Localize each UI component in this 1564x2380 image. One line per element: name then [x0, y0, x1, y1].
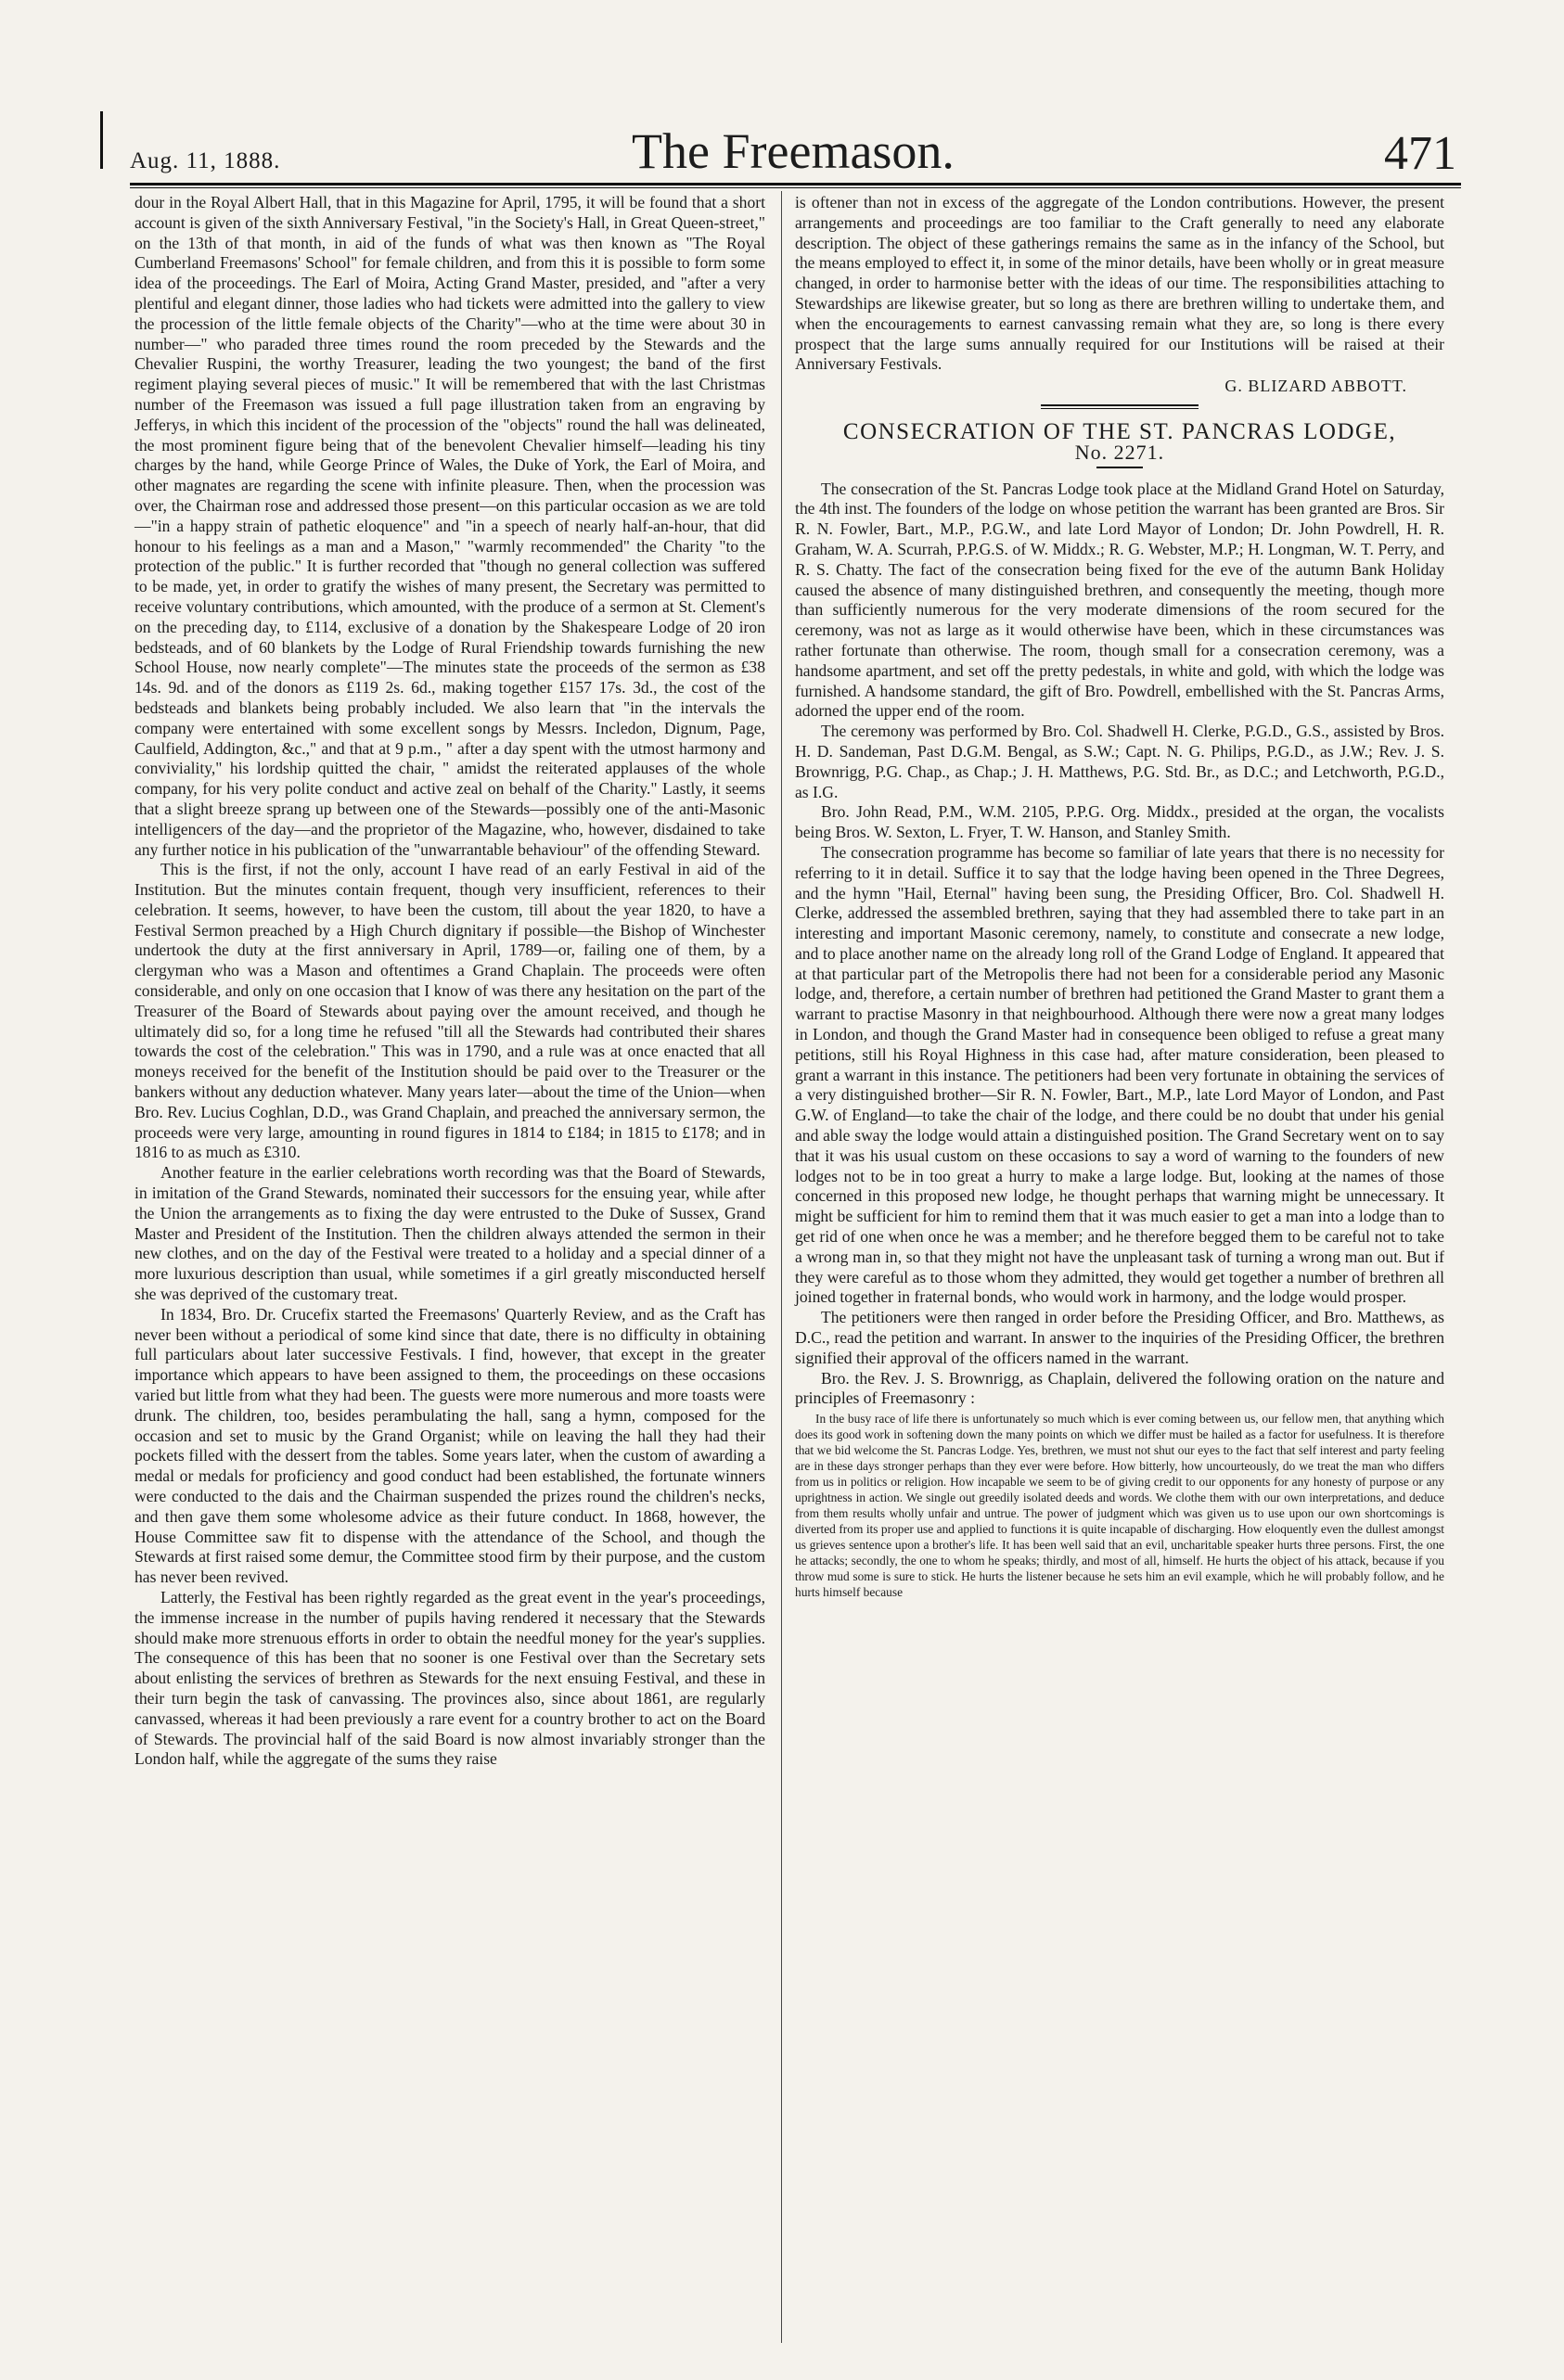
- left-column: [135, 193, 765, 1770]
- author-signature: G. BLIZARD ABBOTT.: [1224, 377, 1407, 396]
- right-paragraph-2: The ceremony was performed by Bro. Col. Shadwell H. Clerke, P.G.D., G.S., assisted by Bros. H. D. Sandeman, Past D.G.M. Bengal, as S.W.; Capt. N. G. Philips, P.G.D., as J.W.; Rev. J. S. Brownrigg, P.G. Chap., as Chap.; J. H. Matthews, P.G. Std. Br., as D.C.; and Letchworth, P.G.D., as I.G.: [795, 722, 1444, 801]
- article-lodge-number: No. 2271.: [1074, 440, 1165, 464]
- right-continuation: is oftener than not in excess of the aggregate of the London contributions. However, the present arrangements and proceedings are too familiar to the Craft generally to need any elaborate description. The object of these gatherings remains the same as in the infancy of the School, but the means employed to effect it, in some of the minor details, have been wholly or in great measure changed, in order to harmonise better with the ideas of our time. The responsibilities attaching to Stewardships are likewise greater, but so long as there are brethren willing to undertake them, and when the encouragements to earnest canvassing remain what they are, so long is there every prospect that the large sums annually required for our Institutions will be raised at their Anniversary Festivals.: [795, 193, 1444, 374]
- headline-rule: [1096, 467, 1143, 468]
- newspaper-title: The Freemason.: [632, 123, 955, 179]
- masthead: [130, 122, 1456, 178]
- header-rule-thin: [130, 187, 1461, 188]
- left-paragraph-5: Latterly, the Festival has been rightly regarded as the great event in the year's proceedings, the immense increase in the number of pupils having rendered it necessary that the Stewards should make more strenuous efforts in order to obtain the needful money for the year's supplies. The consequence of this has been that no sooner is one Festival over than the Secretary sets about enlisting the services of brethren as Stewards for the next ensuing Festival, and these in their turn begin the task of canvassing. The provinces also, since about 1861, are regularly canvassed, whereas it had been previously a rare event for a country brother to act on the Board of Stewards. The provincial half of the said Board is now almost invariably stronger than the London half, while the aggregate of the sums they raise: [135, 1587, 765, 1769]
- right-paragraph-4: The consecration programme has become so familiar of late years that there is no necessity for referring to it in detail. Suffice it to say that the lodge having been opened in the Three Degrees, and the hymn "Hail, Eternal" having been sung, the Presiding Officer, Bro. Col. Shadwell H. Clerke, addressed the assembled brethren, saying that they had assembled there to take part in an interesting and important Masonic ceremony, namely, to constitute and consecrate a new lodge, and to place another name on the already long roll of the Grand Lodge of England. It appeared that at that particular part of the Metropolis there had not been for a considerable period any Masonic lodge, and, therefore, a certain number of brethren had petitioned the Grand Master to grant them a warrant to practise Masonry in that neighbourhood. Although there were now a great many lodges in London, and though the Grand Master had in consequence been obliged to refuse a great many petitions, still his Royal Highness in this case had, after mature consideration, been pleased to grant a warrant in this instance. The petitioners had been very fortunate in obtaining the services of a very distinguished brother—Sir R. N. Fowler, Bart., M.P., late Lord Mayor of London, and Past G.W. of England—to take the chair of the lodge, and there could be no doubt that under his genial and able sway the lodge would attain a distinguished position. The Grand Secretary went on to say that it was his usual custom on these occasions to say a word of warning to the founders of new lodges not to be in too great a hurry to make a large lodge. But, looking at the names of those concerned in this proposed new lodge, he thought perhaps that warning might be unnecessary. It might be sufficient for him to remind them that it was much easier to get a man into a lodge than to get rid of one when once he was a member; and he therefore begged them to be careful not to take a wrong man in, so that they might not have the unpleasant task of turning a wrong man out. But if they were careful as to those whom they admitted, they would get together a number of brethren all joined together in fraternal bonds, who would work in harmony, and the lodge would prosper.: [795, 842, 1444, 1307]
- left-paragraph-3: Another feature in the earlier celebrations worth recording was that the Board of Stewards, in imitation of the Grand Stewards, nominated their successors for the ensuing year, while after the Union the arrangements as to fixing the day were entrusted to the Duke of Sussex, Grand Master and President of the Institution. Then the children always attended the sermon in their new clothes, and on the day of the Festival were treated to a holiday and a special dinner of a more luxurious description than usual, while sometimes if a girl greatly misconducted herself she was deprived of the customary treat.: [135, 1163, 765, 1304]
- column-divider: [781, 191, 782, 2343]
- left-paragraph-2: This is the first, if not the only, account I have read of an early Festival in aid of the Institution. But the minutes contain frequent, though very insufficient, references to their celebration. It seems, however, to have been the custom, till about the year 1820, to have a Festival Sermon preached by a High Church dignitary if possible—the Bishop of Winchester undertook the duty at the first anniversary in April, 1789—or, failing one of them, by a clergyman who was a Mason and oftentimes a Grand Chaplain. The proceeds were often considerable, and only on one occasion that I know of was there any hesitation on the part of the Treasurer of the Board of Stewards about paying over the amount received, and though he ultimately did so, for a long time he refused "till all the Stewards had contributed their shares towards the cost of the celebration." This was in 1790, and a rule was at once enacted that all moneys received for the benefit of the Institution should be paid over to the Treasurer or the bankers without any deduction whatever. Many years later—about the time of the Union—when Bro. Rev. Lucius Coghlan, D.D., was Grand Chaplain, and preached the anniversary sermon, the proceeds were very large, amounting in round figures in 1814 to £184; in 1815 to £178; and in 1816 to as much as £310.: [135, 860, 765, 1162]
- article-headline: CONSECRATION OF THE ST. PANCRAS LODGE,: [842, 418, 1397, 444]
- right-paragraph-6: Bro. the Rev. J. S. Brownrigg, as Chaplain, delivered the following oration on the nature and principles of Freemasonry :: [795, 1368, 1444, 1408]
- right-paragraph-3: Bro. John Read, P.M., W.M. 2105, P.P.G. Org. Middx., presided at the organ, the vocalists being Bros. W. Sexton, L. Fryer, T. W. Hanson, and Stanley Smith.: [795, 802, 1444, 842]
- left-paragraph-1: dour in the Royal Albert Hall, that in this Magazine for April, 1795, it will be found that a short account is given of the sixth Anniversary Festival, "in the Society's Hall, in Great Queen-street," on the 13th of that month, in aid of the funds of what was then known as "The Royal Cumberland Freemasons' School" for female children, and from this it is possible to form some idea of the proceedings. The Earl of Moira, Acting Grand Master, presided, and "after a very plentiful and elegant dinner, those ladies who had tickets were admitted into the gallery to view the procession of the little female objects of the Charity"—who at the time were about 30 in number—" who paraded three times round the room preceded by the Stewards and the Chevalier Ruspini, the worthy Treasurer, leading the two youngest; the band of the first regiment playing several pieces of music." It will be remembered that with the last Christmas number of the Freemason was issued a full page illustration taken from an engraving by Jefferys, in which this incident of the procession of the "objects" round the hall was delineated, the most prominent figure being that of the benevolent Chevalier himself—leading his tiny charges by the hand, while George Prince of Wales, the Duke of York, the Earl of Moira, and other magnates are regarding the scene with infinite pleasure. Then, when the procession was over, the Chairman rose and addressed those present—on this particular occasion as we are told—"in a happy strain of pathetic eloquence" and "in a speech of nearly half-an-hour, that did honour to his feelings as a man and a Mason," "warmly recommended" the Charity "to the protection of the public." It is further recorded that "though no general collection was suffered to be made, yet, in order to gratify the wishes of many present, the Secretary was permitted to receive voluntary contributions, which amounted, with the produce of a sermon at St. Clement's on the preceding day, to £114, exclusive of a donation by the Shakespeare Lodge of 20 iron bedsteads, and of 60 blankets by the Lodge of Rural Friendship towards furnishing the new School House, now nearly complete"—The minutes state the proceeds of the sermon as £38 14s. 9d. and of the donors as £119 2s. 6d., making together £157 17s. 3d., the cost of the bedsteads and blankets being probably included. We also learn that "in the intervals the company were entertained with some excellent songs by Messrs. Incledon, Dignum, Page, Caulfield, Addington, &c.," and that at 9 p.m., " after a day spent with the utmost harmony and conviviality," his lordship quitted the chair, " amidst the reiterated applauses of the whole company, for his very polite conduct and active zeal on behalf of the Charity." Lastly, it seems that a slight breeze sprang up between one of the Stewards—possibly one of the anti-Masonic intelligencers of the day—and the proprietor of the Magazine, who, however, disdained to take any further notice in his publication of the "unwarrantable behaviour" of the offending Steward.: [135, 193, 765, 859]
- right-column: [795, 193, 1444, 1600]
- left-paragraph-4: In 1834, Bro. Dr. Crucefix started the Freemasons' Quarterly Review, and as the Craft has never been without a periodical of some kind since that date, there is no difficulty in obtaining full particulars about later successive Festivals. I find, however, that except in the greater importance which appears to have been assigned to them, the proceedings on these occasions varied but little from what they had been. The guests were more numerous and more toasts were drunk. The children, too, besides perambulating the hall, sang a hymn, composed for the occasion and set to music by the Grand Organist; while on leaving the hall they had their pockets filled with the dessert from the tables. Some years later, when the custom of awarding a medal or medals for proficiency and good conduct had been established, the fortunate winners were conducted to the dais and the Chairman suspended the prizes round the children's necks, and then gave them some wholesome advice as their future conduct. In 1868, however, the House Committee saw fit to dispense with the attendance of the School, and though the Stewards at first raised some demur, the Committee stood firm by their purpose, and the custom has never been revived.: [135, 1304, 765, 1587]
- issue-date: Aug. 11, 1888.: [130, 148, 281, 173]
- oration-paragraph: In the busy race of life there is unfortunately so much which is ever coming between us, our fellow men, that anything which does its good work in softening down the many points on which we differ must be hailed as a factor for usefulness. It is therefore that we bid welcome the St. Pancras Lodge. Yes, brethren, we must not shut our eyes to the fact that self interest and party feeling are in these days stronger perhaps than they ever were before. How bitterly, how uncourteously, do we treat the man who differs from us in politics or religion. How incapable we seem to be of giving credit to our opponents for any honesty of purpose or any uprightness in action. We single out greedily isolated deeds and words. We clothe them with our own interpretations, and deduce from them results wholly unfair and untrue. The power of judgment which was given us to use upon our own shortcomings is diverted from its proper use and applied to functions it is quite incapable of discharging. How eloquently even the dullest amongst us grieves sentence upon a brother's life. It has been well said that an evil, uncharitable speaker hurts three persons. First, the one he attacks; secondly, the one to whom he speaks; thirdly, and most of all, himself. He hurts the object of his attack, because if you throw mud some is sure to stick. He hurts the listener because he sets him an evil example, which he will probably follow, and he hurts himself because: [795, 1412, 1444, 1600]
- page-number: 471: [1384, 127, 1456, 180]
- article-separator: [1041, 404, 1199, 406]
- margin-mark: [100, 111, 103, 169]
- right-paragraph-5: The petitioners were then ranged in order before the Presiding Officer, and Bro. Matthews, as D.C., read the petition and warrant. In answer to the inquiries of the Presiding Officer, the brethren signified their approval of the officers named in the warrant.: [795, 1308, 1444, 1367]
- article-separator-thin: [1041, 408, 1199, 409]
- header-rule: [130, 183, 1461, 186]
- oration-text: [795, 1411, 1444, 1600]
- right-paragraph-1: The consecration of the St. Pancras Lodge took place at the Midland Grand Hotel on Saturday, the 4th inst. The founders of the lodge on whose petition the warrant has been granted are Bros. Sir R. N. Fowler, Bart., M.P., P.G.W., and late Lord Mayor of London; Dr. John Powdrell, H. R. Graham, W. A. Scurrah, P.P.G.S. of W. Middx.; R. G. Webster, M.P.; H. Longman, W. T. Perry, and R. S. Chatty. The fact of the consecration being fixed for the eve of the autumn Bank Holiday caused the absence of many distinguished brethren, and consequently the meeting, though more than sufficiently numerous for the very moderate dimensions of the room secured for the ceremony, was not as large as it would otherwise have been, which in these circumstances was rather fortunate than otherwise. The room, though small for a consecration ceremony, was a handsome apartment, and set off the pretty pedestals, in white and gold, with which the lodge was furnished. A handsome standard, the gift of Bro. Powdrell, embellished with the St. Pancras Arms, adorned the upper end of the room.: [795, 479, 1444, 721]
